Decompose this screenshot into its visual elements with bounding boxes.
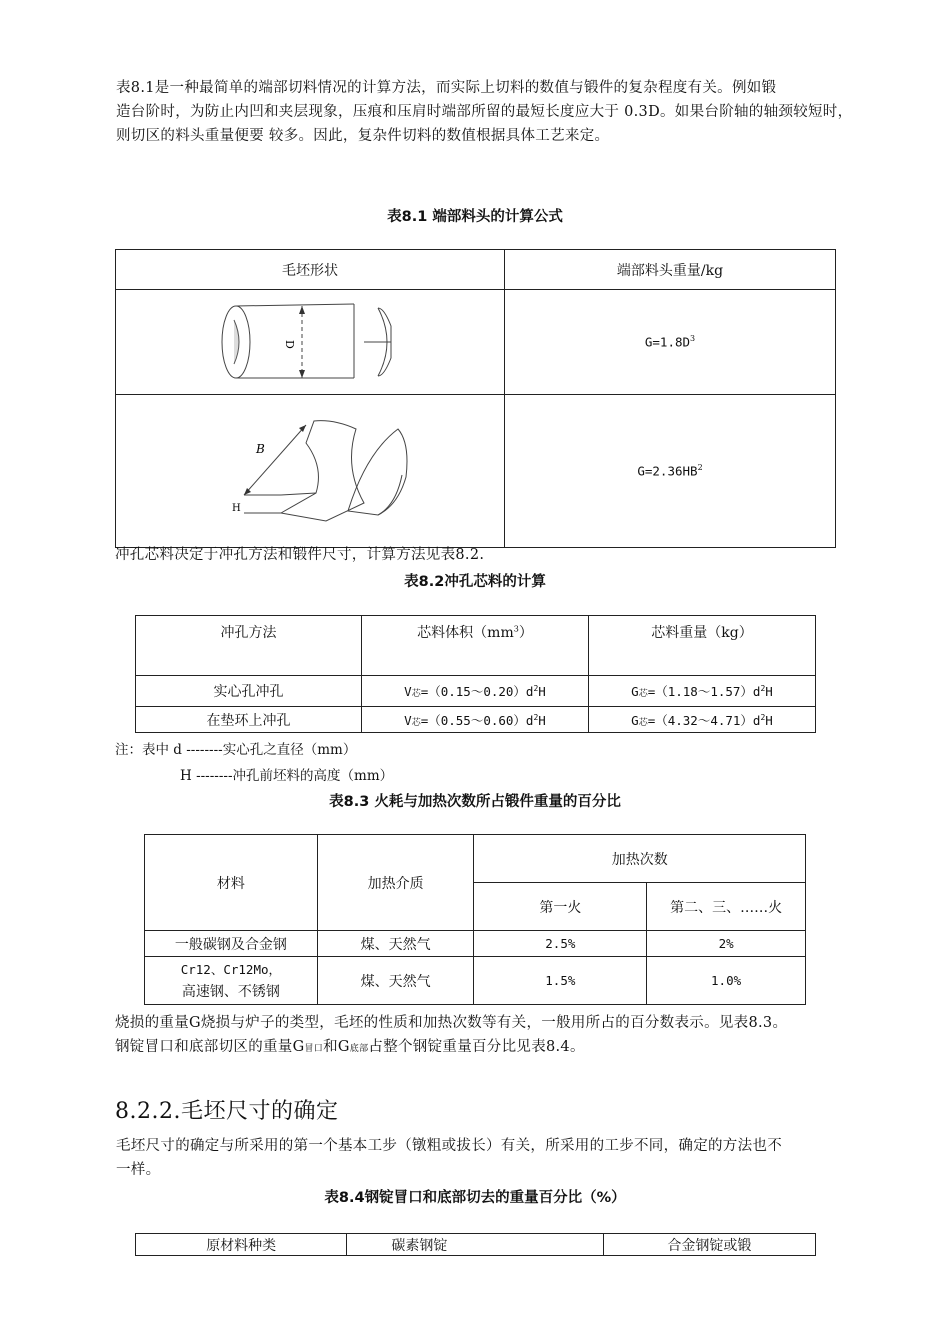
table2 bbox=[135, 615, 816, 733]
loss-line-2-c: 占整个钢锭重量百分比见表8.4。 bbox=[368, 1039, 585, 1055]
v-tail: H bbox=[538, 684, 546, 699]
loss-line-2-sub-1: 冒口 bbox=[304, 1044, 324, 1054]
table1-formula-2 bbox=[505, 395, 836, 548]
g-exp: 2 bbox=[760, 712, 766, 722]
table3-medium-2: 煤、天然气 bbox=[317, 957, 474, 1005]
table2-header-volume-text: 芯料体积（mm bbox=[417, 625, 514, 641]
table3 bbox=[144, 834, 806, 1005]
loss-line-1: 烧损的重量G烧损与炉子的类型，毛坯的性质和加热次数等有关，一般用所占的百分数表示。见表8.3。 bbox=[115, 1015, 788, 1031]
g-tail: H bbox=[765, 684, 773, 699]
table3-first-1: 2.5% bbox=[474, 931, 647, 957]
g-exp: 2 bbox=[760, 683, 766, 693]
table3-header-others: 第二、三、……火 bbox=[647, 883, 806, 931]
g-pre: G bbox=[631, 712, 639, 728]
table2-method-1: 实心孔冲孔 bbox=[136, 676, 362, 707]
table1-prism-cell bbox=[116, 395, 505, 548]
table1-header-weight: 端部料头重量/kg bbox=[505, 250, 836, 290]
table3-header-medium: 加热介质 bbox=[317, 835, 474, 931]
table3-others-2: 1.0% bbox=[647, 957, 806, 1005]
v-sub: 芯 bbox=[411, 717, 421, 728]
table2-volume-2 bbox=[362, 707, 589, 733]
table3-material-2 bbox=[145, 957, 318, 1005]
table-row bbox=[136, 707, 816, 733]
cylinder-dim-d: D bbox=[283, 340, 296, 349]
table3-header-material: 材料 bbox=[145, 835, 318, 931]
table1-header-shape: 毛坯形状 bbox=[116, 250, 505, 290]
prism-diagram bbox=[116, 395, 504, 543]
loss-line-2-sub-2: 底部 bbox=[349, 1044, 369, 1054]
v-exp: 2 bbox=[533, 683, 539, 693]
table3-medium-1: 煤、天然气 bbox=[317, 931, 474, 957]
intro-line-3: 则切区的料头重量便要 较多。因此，复杂件切料的数值根据具体工艺来定。 bbox=[116, 128, 610, 144]
g-body: =（4.32～4.71）d bbox=[647, 712, 761, 728]
table2-caption: 表8.2冲孔芯料的计算 bbox=[404, 574, 546, 590]
table3-material-1: 一般碳钢及合金钢 bbox=[145, 931, 318, 957]
intro-line-2: 造台阶时，为防止内凹和夹层现象，压痕和压肩时端部所留的最短长度应大于 0.3D。如果台阶轴的轴颈较短时， bbox=[116, 104, 853, 120]
table2-header-weight: 芯料重量（kg） bbox=[589, 616, 816, 676]
formula-g-cylinder-exp: 3 bbox=[690, 333, 696, 343]
v-body: =（0.15～0.20）d bbox=[420, 684, 534, 699]
v-body: =（0.55～0.60）d bbox=[420, 712, 534, 728]
table3-header-first: 第一火 bbox=[474, 883, 647, 931]
cylinder-diagram bbox=[116, 290, 504, 390]
v-pre: V bbox=[404, 684, 412, 699]
table-row bbox=[145, 957, 806, 1005]
table-row bbox=[136, 676, 816, 707]
formula-g-prism: G=2.36HB bbox=[637, 463, 698, 479]
table1-cylinder-cell bbox=[116, 290, 505, 395]
loss-line-2 bbox=[115, 1035, 585, 1061]
table2-header-method: 冲孔方法 bbox=[136, 616, 362, 676]
table2-method-2: 在垫环上冲孔 bbox=[136, 707, 362, 733]
table2-note-1: 注：表中 d --------实心孔之直径（mm） bbox=[115, 742, 357, 758]
table3-material-2-line-1: Cr12、Cr12Mo， bbox=[180, 961, 281, 977]
v-sub: 芯 bbox=[411, 689, 421, 699]
v-tail: H bbox=[538, 712, 546, 728]
table1-caption: 表8.1 端部料头的计算公式 bbox=[387, 209, 563, 225]
prism-dim-b: B bbox=[256, 442, 265, 456]
table4 bbox=[135, 1233, 816, 1256]
table3-first-2: 1.5% bbox=[474, 957, 647, 1005]
v-exp: 2 bbox=[533, 712, 539, 722]
g-tail: H bbox=[765, 712, 773, 728]
table3-caption: 表8.3 火耗与加热次数所占锻件重量的百分比 bbox=[329, 794, 621, 810]
intro-line-1: 表8.1是一种最简单的端部切料情况的计算方法，而实际上切料的数值与锻件的复杂程度有关。例如锻 bbox=[116, 80, 777, 96]
table2-header-volume-close: ） bbox=[518, 625, 533, 641]
section-line-1: 毛坯尺寸的确定与所采用的第一个基本工步（镦粗或拔长）有关，所采用的工步不同，确定的方法也不 bbox=[116, 1138, 782, 1154]
table2-weight-1 bbox=[589, 676, 816, 707]
table2-header-volume bbox=[362, 616, 589, 676]
table2-header-volume-exp: 3 bbox=[513, 624, 519, 634]
table3-header-heat-times: 加热次数 bbox=[474, 835, 806, 883]
table4-header-material: 原材料种类 bbox=[136, 1234, 347, 1256]
table1 bbox=[115, 249, 836, 548]
g-body: =（1.18～1.57）d bbox=[647, 684, 761, 699]
g-sub: 芯 bbox=[638, 717, 648, 728]
table4-caption: 表8.4钢锭冒口和底部切去的重量百分比（%） bbox=[324, 1190, 626, 1206]
section-heading: 8.2.2.毛坯尺寸的确定 bbox=[115, 1099, 339, 1124]
table2-volume-1 bbox=[362, 676, 589, 707]
table-row bbox=[145, 931, 806, 957]
table2-note-2: H --------冲孔前坯料的高度（mm） bbox=[180, 768, 394, 784]
table4-header-carbon: 碳素钢锭 bbox=[347, 1234, 603, 1256]
loss-line-2-a: 钢锭冒口和底部切区的重量G bbox=[115, 1039, 305, 1055]
table3-material-2-line-2: 高速钢、不锈钢 bbox=[181, 983, 280, 1000]
table2-weight-2 bbox=[589, 707, 816, 733]
g-pre: G bbox=[631, 684, 639, 699]
section-line-2: 一样。 bbox=[116, 1162, 161, 1178]
table4-header-alloy: 合金钢锭或锻 bbox=[603, 1234, 815, 1256]
table3-others-1: 2% bbox=[647, 931, 806, 957]
formula-g-prism-exp: 2 bbox=[697, 462, 703, 472]
g-sub: 芯 bbox=[638, 689, 648, 699]
formula-g-cylinder: G=1.8D bbox=[644, 334, 691, 350]
v-pre: V bbox=[404, 712, 412, 728]
table1-formula-1 bbox=[505, 290, 836, 395]
punch-note: 冲孔芯料决定于冲孔方法和锻件尺寸，计算方法见表8.2. bbox=[115, 547, 485, 563]
prism-dim-h: H bbox=[232, 503, 241, 514]
loss-line-2-b: 和G bbox=[323, 1039, 350, 1055]
